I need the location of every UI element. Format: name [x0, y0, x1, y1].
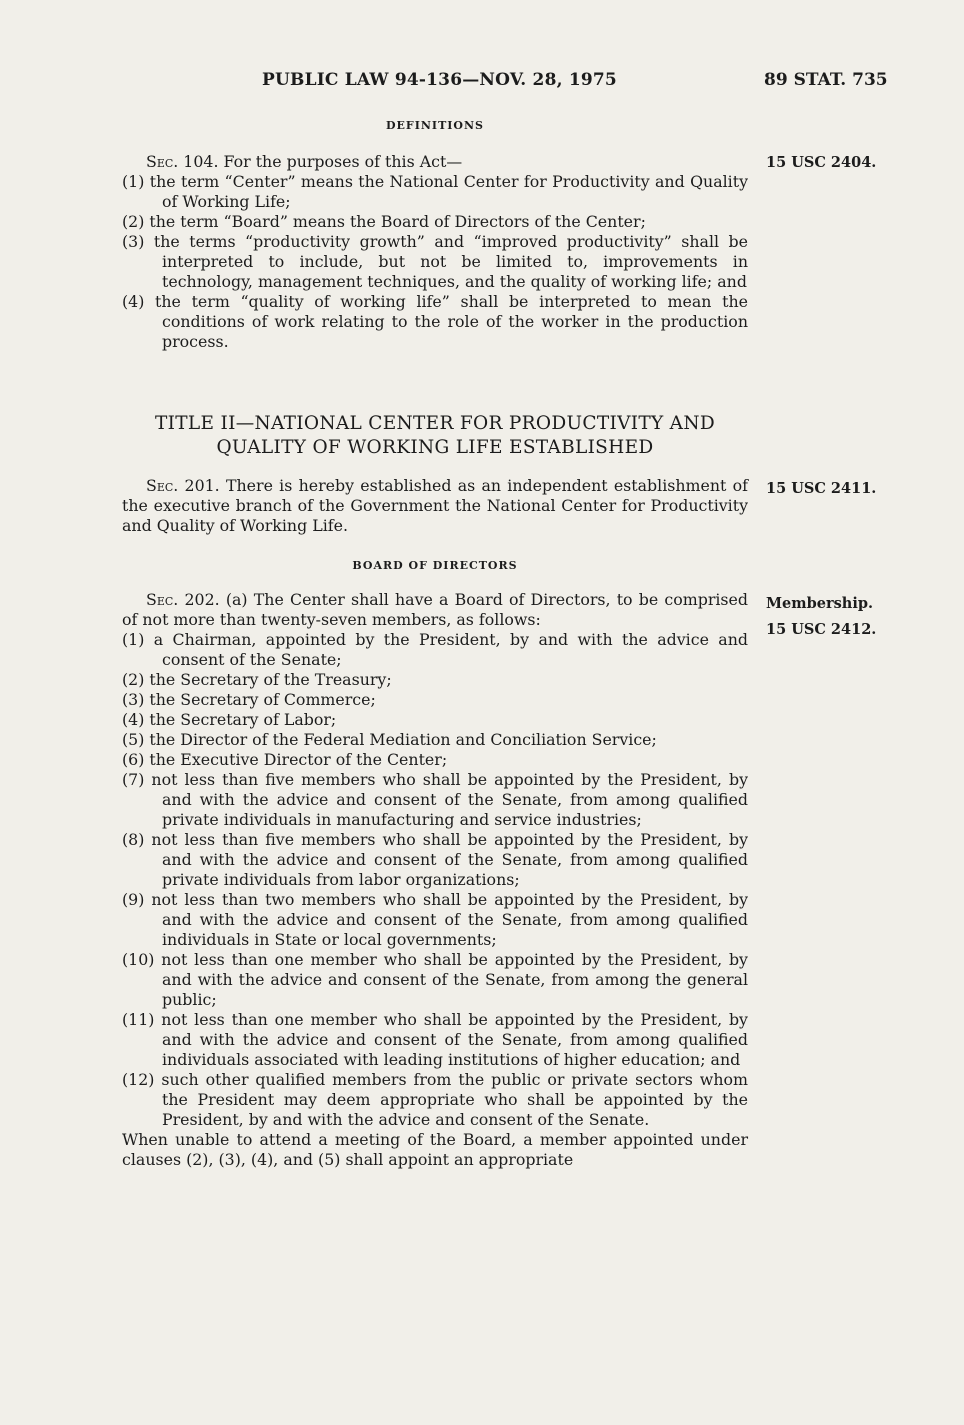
stat-page-number: 89 STAT. 735	[764, 70, 888, 90]
section-104-label: Sec. 104.	[146, 152, 219, 171]
section-202-intro	[122, 590, 748, 630]
board-member-item: (1) a Chairman, appointed by the President, by and with the advice and consent of the Senate;	[122, 630, 748, 669]
margin-note-usc-2411: 15 USC 2411.	[766, 480, 877, 497]
section-201-label: Sec. 201.	[146, 476, 220, 495]
board-member-item: (9) not less than two members who shall be appointed by the President, by and with the advice and consent of the Senate, from among qualified individuals in State or local governments;	[122, 890, 748, 949]
board-member-item: (6) the Executive Director of the Center;	[122, 750, 448, 769]
definition-item: (4) the term “quality of working life” shall be interpreted to mean the conditions of work relating to the role of the worker in the production process.	[122, 292, 748, 351]
board-member-item: (3) the Secretary of Commerce;	[122, 690, 376, 709]
board-heading: BOARD OF DIRECTORS	[352, 559, 518, 572]
section-202-label: Sec. 202.	[146, 590, 220, 609]
section-104-intro	[122, 152, 748, 172]
margin-note-usc-2412: 15 USC 2412.	[766, 621, 877, 638]
board-member-item: (11) not less than one member who shall be appointed by the President, by and with the advice and consent of the Senate, from among qualified individuals associated with leading institutions of higher education; and	[122, 1010, 748, 1069]
definitions-section	[122, 118, 748, 352]
board-closing-paragraph: When unable to attend a meeting of the Board, a member appointed under clauses (2), (3), (4), and (5) shall appoint an appropriate	[122, 1130, 748, 1169]
board-section	[122, 558, 748, 1170]
definition-item: (3) the terms “productivity growth” and “improved productivity” shall be interpreted to include, but not be limited to, improvements in technology, management techniques, and the quality of working life; and	[122, 232, 748, 291]
section-104-text: For the purposes of this Act—	[223, 152, 463, 171]
margin-note-membership: Membership.	[766, 595, 874, 612]
board-member-item: (8) not less than five members who shall be appointed by the President, by and with the advice and consent of the Senate, from among qualified private individuals from labor organizations;	[122, 830, 748, 889]
board-member-item: (12) such other qualified members from the public or private sectors whom the President may deem appropriate who shall be appointed by the President, by and with the advice and consent of the Senate.	[122, 1070, 748, 1129]
board-member-item: (5) the Director of the Federal Mediation and Conciliation Service;	[122, 730, 657, 749]
title-ii-heading-line1: TITLE II—NATIONAL CENTER FOR PRODUCTIVITY AND	[155, 413, 715, 434]
board-member-item: (4) the Secretary of Labor;	[122, 710, 337, 729]
board-member-item: (10) not less than one member who shall be appointed by the President, by and with the advice and consent of the Senate, from among the general public;	[122, 950, 748, 1009]
running-head: PUBLIC LAW 94-136—NOV. 28, 1975	[262, 70, 617, 90]
section-201-text: There is hereby established as an independent establishment of the executive branch of the Government the National Center for Productivity and Quality of Working Life.	[122, 476, 749, 535]
board-member-item: (7) not less than five members who shall be appointed by the President, by and with the advice and consent of the Senate, from among qualified private individuals in manufacturing and service industries;	[122, 770, 748, 829]
margin-note-usc-2404: 15 USC 2404.	[766, 154, 877, 171]
definition-item: (2) the term “Board” means the Board of Directors of the Center;	[122, 212, 646, 231]
board-member-item: (2) the Secretary of the Treasury;	[122, 670, 392, 689]
definition-item: (1) the term “Center” means the National Center for Productivity and Quality of Working Life;	[122, 172, 748, 211]
title-ii-section	[122, 412, 748, 536]
section-201	[122, 476, 748, 536]
definitions-heading: DEFINITIONS	[386, 119, 484, 132]
title-ii-heading-line2: QUALITY OF WORKING LIFE ESTABLISHED	[216, 437, 654, 458]
section-202-text: (a) The Center shall have a Board of Directors, to be comprised of not more than twenty-seven members, as follows:	[122, 590, 749, 629]
